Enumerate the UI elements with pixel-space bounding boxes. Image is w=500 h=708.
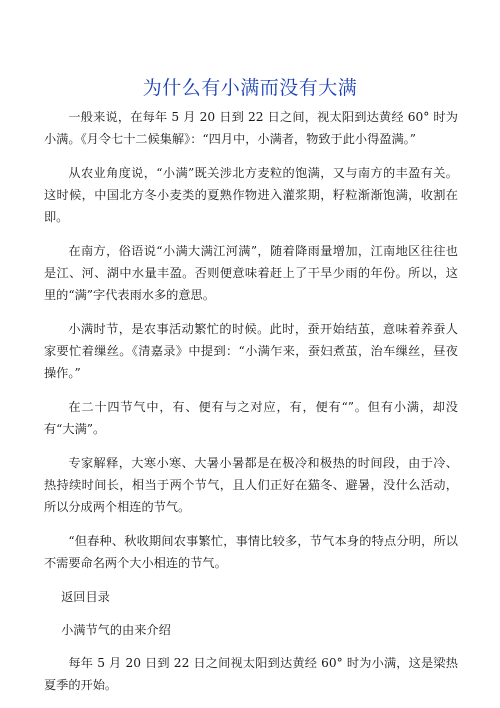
- document-title: 为什么有小满而没有大满: [142, 77, 358, 99]
- document-body: [44, 106, 458, 708]
- section-heading-origin: 小满节气的由来介绍: [61, 623, 171, 637]
- paragraph-farming-season: 小满时节，是农事活动繁忙的时候。此时，蚕开始结茧，意味着养蚕人家要忙着缫丝。《清嘉录》中提到：“小满乍来，蚕妇煮茧，治车缫丝，昼夜操作。”: [44, 322, 458, 380]
- paragraph-spring-autumn: “但春种、秋收期间农事繁忙，事情比较多，节气本身的特点分明，所以不需要命名两个大小相连的节气。: [44, 534, 458, 570]
- back-to-contents-link[interactable]: 返回目录: [61, 590, 110, 604]
- paragraph-xiaoman-definition: 一般来说，在每年 5 月 20 日到 22 日之间，视太阳到达黄经 60° 时为小满。《月令七十二候集解》：“四月中，小满者，物致于此小得盈满。”: [44, 110, 458, 146]
- paragraph-no-daman: 在二十四节气中，有、便有与之对应，有，便有“”。但有小满，却没有“大满”。: [44, 400, 458, 436]
- paragraph-south-rain: 在南方，俗语说“小满大满江河满”，随着降雨量增加，江南地区往往也是江、河、湖中水量丰盈。否则便意味着赶上了干旱少雨的年份。所以，这里的“满”字代表雨水多的意思。: [44, 244, 458, 302]
- paragraph-agriculture-view: 从农业角度说，“小满”既关涉北方麦粒的饱满，又与南方的丰盈有关。这时候，中国北方冬小麦类的夏熟作物进入灌浆期，籽粒渐渐饱满，收割在即。: [44, 166, 458, 224]
- paragraph-origin-intro: 每年 5 月 20 日到 22 日之间视太阳到达黄经 60° 时为小满，这是梁热夏季的开始。: [44, 656, 458, 692]
- paragraph-expert-explanation: 专家解释，大寒小寒、大暑小暑都是在极冷和极热的时间段，由于冷、热持续时间长，相当于两个节气，且人们正好在猫冬、避暑，没什么活动，所以分成两个相连的节气。: [44, 456, 458, 514]
